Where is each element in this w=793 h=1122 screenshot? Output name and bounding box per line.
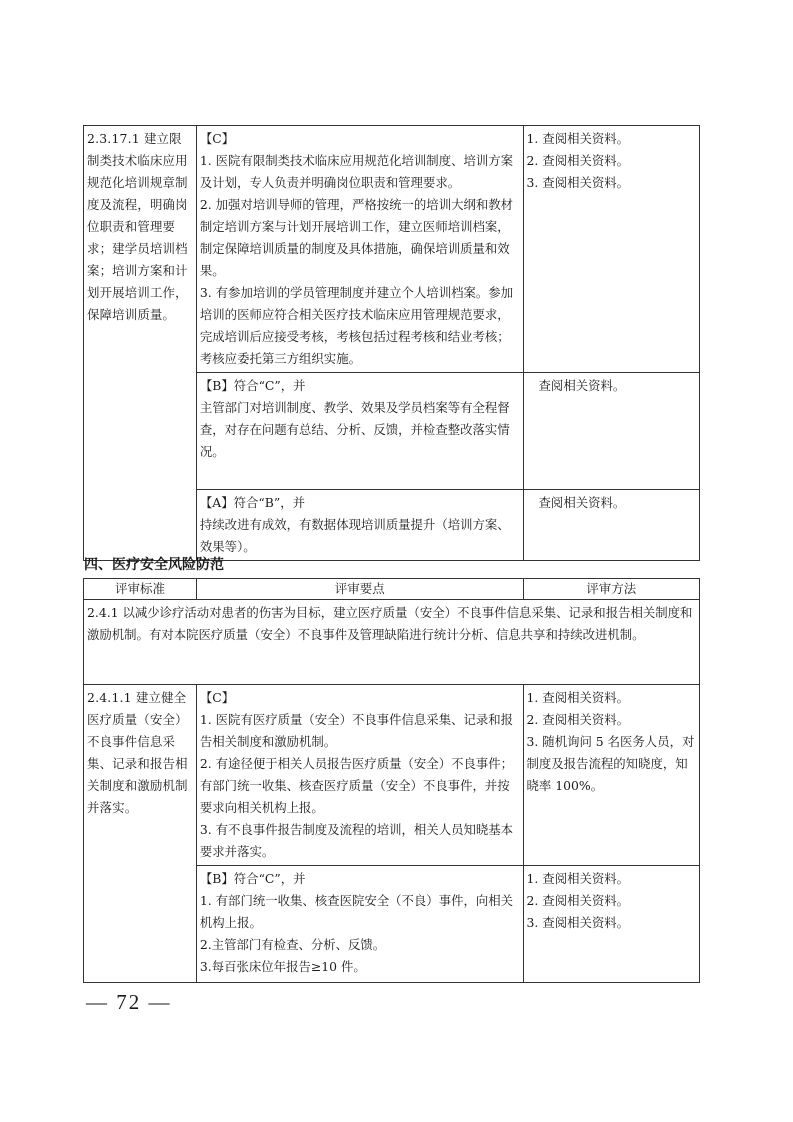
method-item: 查阅相关资料。 [538,495,626,510]
methods-cell [523,373,699,490]
criteria-table-2-4-1 [83,578,700,983]
points-cell [196,685,523,866]
points-cell [196,373,523,490]
header-standard: 评审标准 [84,579,197,600]
header-methods: 评审方法 [523,579,699,600]
method-item: 3. 查阅相关资料。 [526,915,630,930]
point-item: 1. 医院有医疗质量（安全）不良事件信息采集、记录和报告相关制度和激励机制。 [199,712,514,749]
point-item: 2. 有途径便于相关人员报告医疗质量（安全）不良事件；有部门统一收集、核查医疗质量（安全）不良事件，并按要求向相关机构上报。 [199,756,514,815]
method-item: 1. 查阅相关资料。 [526,871,630,886]
method-item: 1. 查阅相关资料。 [526,131,630,146]
method-item: 2. 查阅相关资料。 [526,893,630,908]
methods-cell [523,490,699,561]
point-item: 3. 有不良事件报告制度及流程的培训，相关人员知晓基本要求并落实。 [199,822,514,859]
overview-text: 2.4.1 以减少诊疗活动对患者的伤害为目标，建立医疗质量（安全）不良事件信息采集、记录和报告相关制度和激励机制。有对本院医疗质量（安全）不良事件及管理缺陷进行统计分析、信息共享和持续改进机制。 [87,605,693,642]
standard-cell [84,685,197,983]
standard-cell [84,126,197,561]
point-item: 3.每百张床位年报告≥10 件。 [199,959,366,974]
overview-cell [84,600,700,685]
page-number: — 72 — [86,990,172,1014]
grade-label: 【C】 [199,690,235,705]
table-row [84,126,700,373]
method-item: 1. 查阅相关资料。 [526,690,630,705]
methods-cell [523,685,699,866]
table-row [84,685,700,866]
table-header-row [84,579,700,600]
points-cell [196,866,523,983]
method-item: 2. 查阅相关资料。 [526,153,630,168]
point-item: 3. 有参加培训的学员管理制度并建立个人培训档案。参加培训的医师应符合相关医疗技术临床应用管理规范要求，完成培训后应接受考核，考核包括过程考核和结业考核；考核应委托第三方组织实施。 [199,285,514,366]
point-item: 2. 加强对培训导师的管理，严格按统一的培训大纲和教材制定培训方案与计划开展培训工作，建立医师培训档案，制定保障培训质量的制度及具体措施，确保培训质量和效果。 [199,197,514,278]
methods-cell [523,866,699,983]
header-points: 评审要点 [196,579,523,600]
table-row [84,600,700,685]
method-item: 查阅相关资料。 [538,378,626,393]
method-item: 3. 随机询问 5 名医务人员，对制度及报告流程的知晓度，知晓率 100%。 [526,734,695,793]
point-item: 2.主管部门有检查、分析、反馈。 [199,937,386,952]
method-item: 3. 查阅相关资料。 [526,175,630,190]
criteria-table-2-3-17 [83,125,700,561]
point-item: 持续改进有成效，有数据体现培训质量提升（培训方案、效果等）。 [199,517,510,554]
standard-text: 2.3.17.1 建立限制类技术临床应用规范化培训规章制度及流程，明确岗位职责和管理要求；建学员培训档案；培训方案和计划开展培训工作，保障培训质量。 [87,131,188,322]
point-item: 主管部门对培训制度、教学、效果及学员档案等有全程督查，对存在问题有总结、分析、反馈，并检查整改落实情况。 [199,400,510,459]
section-title: 四、医疗安全风险防范 [84,557,224,573]
point-item: 1. 有部门统一收集、核查医院安全（不良）事件，向相关机构上报。 [199,893,514,930]
method-item: 2. 查阅相关资料。 [526,712,630,727]
methods-cell [523,126,699,373]
standard-text: 2.4.1.1 建立健全医疗质量（安全）不良事件信息采集、记录和报告相关制度和激励机制并落实。 [87,690,188,815]
grade-label: 【B】符合“C”，并 [199,378,306,393]
grade-label: 【A】符合“B”，并 [199,495,305,510]
grade-label: 【B】符合“C”，并 [199,871,306,886]
grade-label: 【C】 [199,131,235,146]
points-cell [196,126,523,373]
point-item: 1. 医院有限制类技术临床应用规范化培训制度、培训方案及计划，专人负责并明确岗位职责和管理要求。 [199,153,514,190]
points-cell [196,490,523,561]
